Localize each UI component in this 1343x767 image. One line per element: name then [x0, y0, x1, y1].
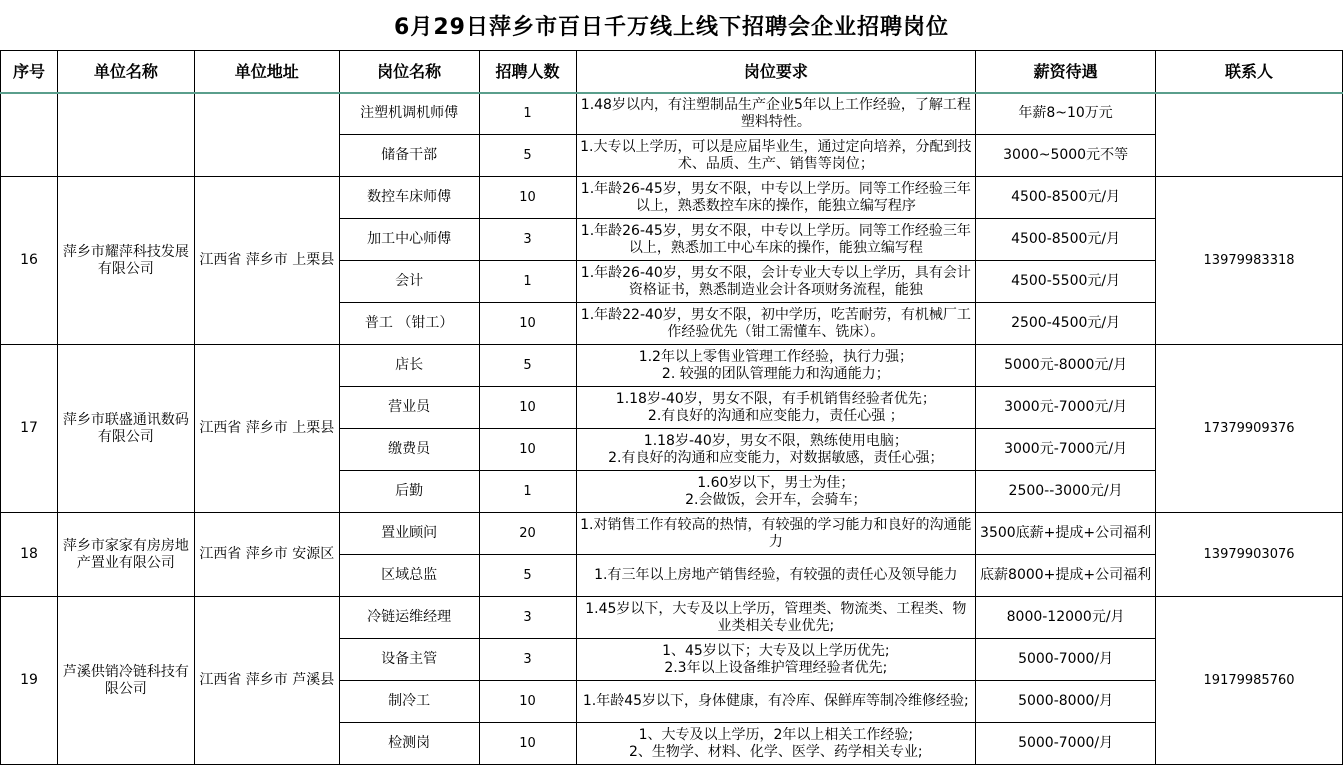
count-cell: 3 — [479, 639, 576, 681]
count-cell: 1 — [479, 93, 576, 135]
salary-cell — [976, 387, 1156, 429]
header-company: 单位名称 — [57, 51, 194, 93]
seq-cell: 19 — [1, 597, 58, 765]
salary-cell-text: 底薪8000+提成+公司福利 — [980, 567, 1152, 583]
job-name-cell: 普工 （钳工） — [339, 303, 479, 345]
address-cell: 江西省 萍乡市 上栗县 — [194, 177, 339, 345]
salary-cell-text: 4500-8500元/月 — [1011, 189, 1121, 205]
table-row — [1, 345, 1343, 387]
table-row — [1, 177, 1343, 219]
contact-cell — [1156, 93, 1343, 177]
requirements-cell-text: 1.有三年以上房地产销售经验，有较强的责任心及领导能力 — [594, 567, 958, 583]
seq-cell: 16 — [1, 177, 58, 345]
requirements-cell — [576, 597, 976, 639]
job-name-cell: 店长 — [339, 345, 479, 387]
requirements-cell — [576, 513, 976, 555]
requirements-cell-text: 1.年龄26-45岁，男女不限，中专以上学历。同等工作经验三年以上，熟悉数控车床的操作，能独立编写程序 — [580, 180, 971, 214]
salary-cell — [976, 681, 1156, 723]
salary-cell-text: 3000~5000元不等 — [1003, 147, 1129, 163]
header-job-name: 岗位名称 — [339, 51, 479, 93]
requirements-cell-text: 1.年龄26-40岁，男女不限，会计专业大专以上学历，具有会计资格证书，熟悉制造业会计各项财务流程，能独 — [580, 264, 971, 298]
salary-cell — [976, 93, 1156, 135]
seq-cell: 17 — [1, 345, 58, 513]
job-name-cell: 注塑机调机师傅 — [339, 93, 479, 135]
requirements-cell — [576, 135, 976, 177]
company-cell: 萍乡市联盛通讯数码有限公司 — [57, 345, 194, 513]
seq-cell — [1, 93, 58, 177]
salary-cell — [976, 555, 1156, 597]
company-cell: 萍乡市耀萍科技发展有限公司 — [57, 177, 194, 345]
address-cell — [194, 93, 339, 177]
page-title: 6月29日萍乡市百日千万线上线下招聘会企业招聘岗位 — [394, 14, 949, 40]
count-cell: 10 — [479, 387, 576, 429]
job-name-cell: 置业顾问 — [339, 513, 479, 555]
salary-cell — [976, 513, 1156, 555]
table-row — [1, 513, 1343, 555]
requirements-cell — [576, 177, 976, 219]
salary-cell — [976, 177, 1156, 219]
job-name-cell: 缴费员 — [339, 429, 479, 471]
requirements-cell — [576, 639, 976, 681]
salary-cell — [976, 429, 1156, 471]
company-cell: 萍乡市家家有房房地产置业有限公司 — [57, 513, 194, 597]
salary-cell-text: 4500-8500元/月 — [1011, 231, 1121, 247]
count-cell: 5 — [479, 345, 576, 387]
salary-cell — [976, 471, 1156, 513]
salary-cell-text: 年薪8~10万元 — [1018, 105, 1113, 122]
header-count: 招聘人数 — [479, 51, 576, 93]
requirements-cell-text: 1.60岁以下，男士为佳； 2.会做饭，会开车，会骑车； — [685, 474, 867, 508]
count-cell: 10 — [479, 681, 576, 723]
header-salary: 薪资待遇 — [976, 51, 1156, 93]
salary-cell-text: 3000元-7000元/月 — [1004, 441, 1128, 457]
requirements-cell-text: 1.对销售工作有较高的热情，有较强的学习能力和良好的沟通能力 — [580, 516, 972, 550]
salary-cell — [976, 345, 1156, 387]
requirements-cell — [576, 429, 976, 471]
requirements-cell-text: 1.18岁-40岁，男女不限，有手机销售经验者优先； 2.有良好的沟通和应变能力，责任心强 ； — [615, 390, 936, 424]
count-cell: 10 — [479, 723, 576, 765]
header-seq: 序号 — [1, 51, 58, 93]
salary-cell-text: 2500-4500元/月 — [1011, 315, 1121, 331]
salary-cell — [976, 219, 1156, 261]
salary-cell-text: 5000元-8000元/月 — [1004, 357, 1128, 373]
requirements-cell — [576, 471, 976, 513]
count-cell: 3 — [479, 219, 576, 261]
requirements-cell — [576, 387, 976, 429]
company-cell — [57, 93, 194, 177]
requirements-cell-text: 1.18岁-40岁，男女不限，熟练使用电脑； 2.有良好的沟通和应变能力，对数据敏感，责任心强； — [608, 432, 944, 466]
salary-cell — [976, 261, 1156, 303]
salary-cell — [976, 303, 1156, 345]
table-row — [1, 93, 1343, 135]
job-name-cell: 加工中心师傅 — [339, 219, 479, 261]
requirements-cell-text: 1.2年以上零售业管理工作经验，执行力强； 2. 较强的团队管理能力和沟通能力； — [638, 348, 913, 382]
job-name-cell: 制冷工 — [339, 681, 479, 723]
job-name-cell: 设备主管 — [339, 639, 479, 681]
count-cell: 20 — [479, 513, 576, 555]
requirements-cell — [576, 219, 976, 261]
company-cell: 芦溪供销冷链科技有限公司 — [57, 597, 194, 765]
salary-cell-text: 5000-7000/月 — [1018, 651, 1114, 667]
salary-cell — [976, 135, 1156, 177]
contact-cell: 17379909376 — [1156, 345, 1343, 513]
requirements-cell — [576, 303, 976, 345]
count-cell: 10 — [479, 303, 576, 345]
requirements-cell-text: 1.48岁以内，有注塑制品生产企业5年以上工作经验，了解工程塑料特性。 — [580, 96, 971, 130]
count-cell: 3 — [479, 597, 576, 639]
address-cell: 江西省 萍乡市 芦溪县 — [194, 597, 339, 765]
requirements-cell-text: 1、45岁以下；大专及以上学历优先; 2.3年以上设备维护管理经验者优先; — [662, 642, 890, 676]
salary-cell — [976, 723, 1156, 765]
salary-cell — [976, 597, 1156, 639]
requirements-cell-text: 1.年龄26-45岁，男女不限，中专以上学历。同等工作经验三年以上，熟悉加工中心车床的操作，能独立编写程 — [580, 222, 971, 256]
requirements-cell — [576, 345, 976, 387]
seq-cell: 18 — [1, 513, 58, 597]
requirements-cell-text: 1.大专以上学历，可以是应届毕业生，通过定向培养，分配到技术、品质、生产、销售等岗位； — [580, 138, 972, 172]
requirements-cell — [576, 93, 976, 135]
address-cell: 江西省 萍乡市 安源区 — [194, 513, 339, 597]
table-row — [1, 597, 1343, 639]
contact-cell: 19179985760 — [1156, 597, 1343, 765]
job-name-cell: 数控车床师傅 — [339, 177, 479, 219]
requirements-cell-text: 1.45岁以下，大专及以上学历，管理类、物流类、工程类、物业类相关专业优先; — [585, 600, 967, 634]
job-name-cell: 储备干部 — [339, 135, 479, 177]
salary-cell-text: 8000-12000元/月 — [1006, 609, 1125, 625]
jobs-table — [0, 50, 1343, 765]
header-address: 单位地址 — [194, 51, 339, 93]
contact-cell: 13979983318 — [1156, 177, 1343, 345]
header-row — [1, 51, 1343, 93]
requirements-cell-text: 1.年龄22-40岁，男女不限，初中学历，吃苦耐劳，有机械厂工作经验优先（钳工需懂车、铣床）。 — [580, 306, 971, 340]
salary-cell-text: 4500-5500元/月 — [1011, 273, 1121, 289]
count-cell: 5 — [479, 555, 576, 597]
count-cell: 10 — [479, 177, 576, 219]
count-cell: 1 — [479, 471, 576, 513]
salary-cell-text: 5000-7000/月 — [1018, 735, 1114, 751]
salary-cell-text: 3500底薪+提成+公司福利 — [980, 525, 1152, 541]
job-name-cell: 后勤 — [339, 471, 479, 513]
job-name-cell: 检测岗 — [339, 723, 479, 765]
contact-cell: 13979903076 — [1156, 513, 1343, 597]
count-cell: 10 — [479, 429, 576, 471]
requirements-cell — [576, 261, 976, 303]
salary-cell-text: 2500--3000元/月 — [1008, 483, 1123, 499]
job-name-cell: 会计 — [339, 261, 479, 303]
salary-cell-text: 3000元-7000元/月 — [1004, 399, 1128, 415]
job-name-cell: 营业员 — [339, 387, 479, 429]
requirements-cell-text: 1、大专及以上学历，2年以上相关工作经验; 2、生物学、材料、化学、医学、药学相关专业; — [629, 726, 923, 760]
requirements-cell — [576, 555, 976, 597]
salary-cell — [976, 639, 1156, 681]
job-name-cell: 冷链运维经理 — [339, 597, 479, 639]
requirements-cell — [576, 681, 976, 723]
header-requirements: 岗位要求 — [576, 51, 976, 93]
requirements-cell-text: 1.年龄45岁以下，身体健康，有冷库、保鲜库等制冷维修经验; — [582, 693, 969, 709]
count-cell: 5 — [479, 135, 576, 177]
requirements-cell — [576, 723, 976, 765]
header-contact: 联系人 — [1156, 51, 1343, 93]
address-cell: 江西省 萍乡市 上栗县 — [194, 345, 339, 513]
salary-cell-text: 5000-8000/月 — [1018, 693, 1114, 709]
count-cell: 1 — [479, 261, 576, 303]
job-name-cell: 区域总监 — [339, 555, 479, 597]
